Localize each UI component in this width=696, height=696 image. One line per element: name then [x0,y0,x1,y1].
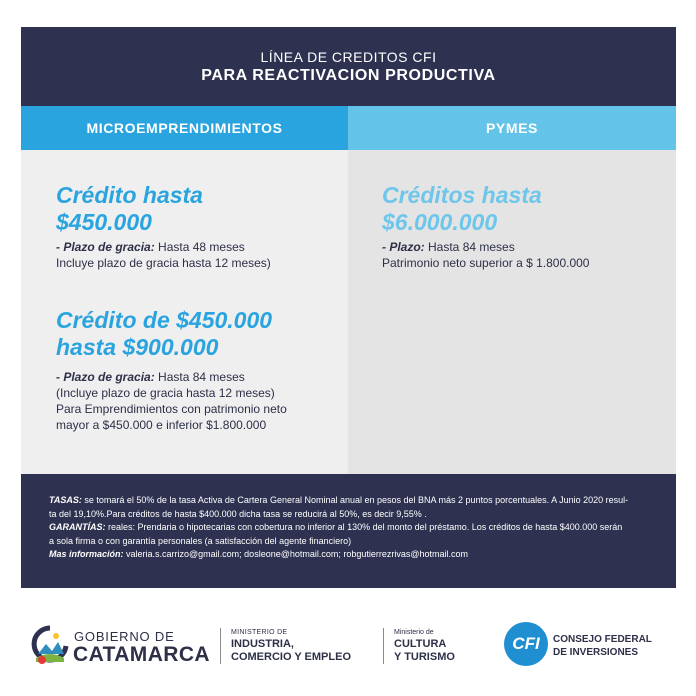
credit-block-6000000 [382,182,589,271]
logo-divider [383,628,384,664]
credit-title-line1: Crédito de $450.000 [56,307,273,333]
logo-divider [220,628,221,664]
header-banner [21,27,676,106]
credit-title-line2: hasta $900.000 [56,334,219,360]
pymes-panel [348,150,676,474]
garantias-label: GARANTÍAS: [49,522,106,532]
tasas-note-line2: ta del 19,10%.Para créditos de hasta $400.000 dicha tasa se reducirá al 50%, es decir 9,55% . [49,508,427,519]
tab-pymes: PYMES [348,106,676,150]
info-label: Mas información: [49,549,124,559]
garantias-text: reales: Prendaria o hipotecarias con cobertura no inferior al 130% del monto del préstamo. Los créditos de hasta $400.000 serán [105,522,623,532]
ministerio-small-text: Ministerio de [394,629,434,636]
cfi-mark-icon: CFI [504,622,548,666]
grace-value: Hasta 84 meses [154,370,245,384]
comercio-empleo-text: COMERCIO Y EMPLEO [231,651,352,663]
cultura-text: CULTURA [394,638,447,650]
credit-block-900000 [56,307,287,433]
credit-terms-line3: Para Emprendimientos con patrimonio neto [56,402,287,416]
info-text: valeria.s.carrizo@gmail.com; dosleone@hotmail.com; robgutierrezrivas@hotmail.com [123,549,469,559]
credit-title-line2: $450.000 [56,209,152,235]
credit-terms [56,369,287,385]
tab-microemprendimientos: MICROEMPRENDIMIENTOS [21,106,348,150]
term-label: - Plazo: [382,240,425,254]
cfi-line1: CONSEJO FEDERAL [553,634,652,645]
microemprendimientos-panel [21,150,348,474]
header-subtitle: LÍNEA DE CREDITOS CFI [260,49,437,65]
catamarca-emblem-icon [30,624,70,668]
cfi-line2: DE INVERSIONES [553,647,639,658]
grace-value: Hasta 48 meses [154,240,245,254]
info-note [49,548,648,562]
turismo-text: Y TURISMO [394,651,455,663]
footer-notes [21,474,676,588]
credit-title-line1: Crédito hasta [56,182,203,208]
credit-title-line2: $6.000.000 [382,209,498,235]
tasas-label: TASAS: [49,495,82,505]
credit-terms-line2: (Incluye plazo de gracia hasta 12 meses) [56,386,275,400]
gobierno-text: GOBIERNO DE [74,629,175,644]
credit-terms-line2: Patrimonio neto superior a $ 1.800.000 [382,256,590,270]
header-title: PARA REACTIVACION PRODUCTIVA [201,67,496,84]
credit-terms [382,239,589,255]
credit-block-450000 [56,182,271,271]
industria-text: INDUSTRIA, [231,638,294,650]
garantias-note-line2: a sola firma o con garantía personales (a satisfacción del agente financiero) [49,535,352,546]
ministerio-small-text: MINISTERIO DE [231,629,288,636]
grace-label: - Plazo de gracia: [56,370,155,384]
tasas-note [49,494,648,508]
catamarca-text: CATAMARCA [73,643,210,666]
credit-terms [56,239,271,255]
credit-terms-line2: Incluye plazo de gracia hasta 12 meses) [56,256,271,270]
tasas-text: se tomará el 50% de la tasa Activa de Cartera General Nominal anual en pesos del BNA más 2 puntos porcentuales. A Junio 2020 resul- [81,495,629,505]
grace-label: - Plazo de gracia: [56,240,155,254]
credit-terms-line4: mayor a $450.000 e inferior $1.800.000 [56,418,267,432]
garantias-note [49,521,648,535]
term-value: Hasta 84 meses [424,240,515,254]
credit-title-line1: Créditos hasta [382,182,542,208]
